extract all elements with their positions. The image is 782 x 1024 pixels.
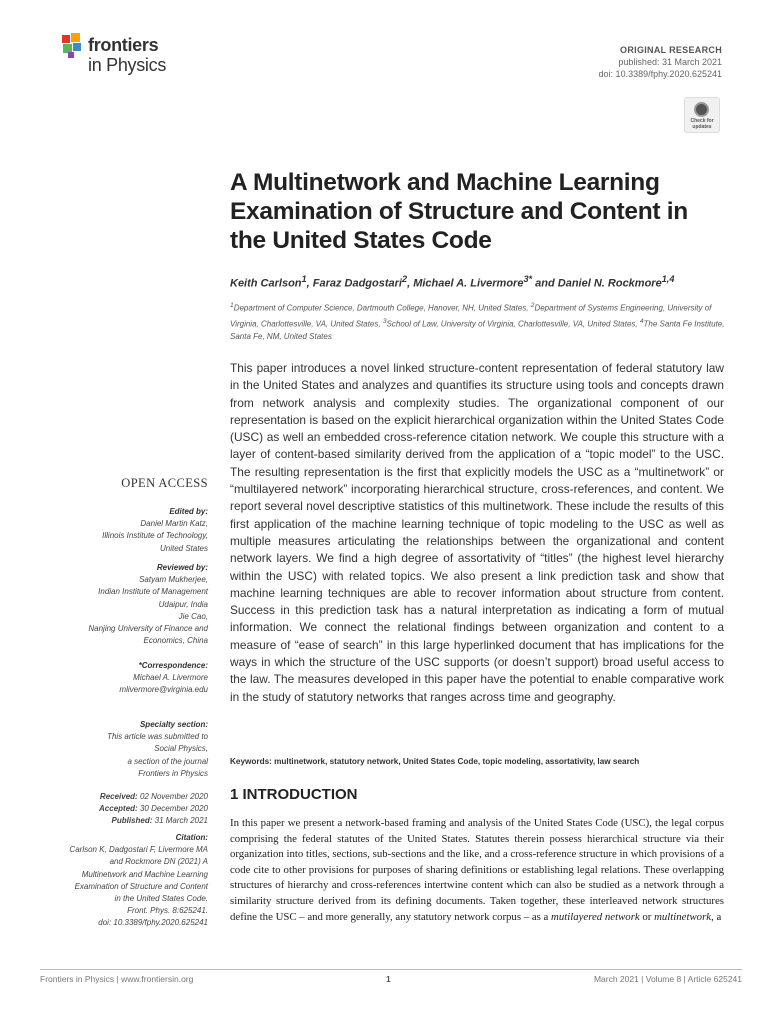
intro-text: In this paper we present a network-based framing and analysis of the United States Code (USC), the legal corpus comprising the federal statutes of the United States. Statutes therein possess hierarchical structure via their organization into titles, sections, sub-sections and the like, and a cross-reference structure in which provisions of a code cite to other provisions for purposes of sharing definitions or establishing legal relations. These overlapping structures of hierarchy and cross-references intertwine content which can also be studied as a network through a similarity structure derived from its defining documents. Taken together, these interleaved network structures define the USC – and more generally, any statutory network corpus – as a — [230, 817, 724, 923]
citation-line: Carlson K, Dadgostari F, Livermore MA — [69, 845, 208, 855]
editor-affiliation: Illinois Institute of Technology, — [102, 531, 208, 541]
check-for-updates-badge[interactable] — [684, 97, 720, 133]
badge-label: Check for updates — [690, 118, 714, 130]
footer-volume: March 2021 | Volume 8 | Article 625241 — [593, 974, 742, 984]
abstract: This paper introduces a novel linked structure-content representation of federal statutory law in the United States and analyzes and quantifies its structure using tools and concepts drawn from network analysis and complexity studies. The organizational component of our representation is based on the explicit hierarchical organization within the United States Code (USC) as well an embedded cross-reference citation network. We couple this structure with a layer of content-based similarity derived from the application of a “topic model” to the USC. The resulting representation is the first that explicitly models the USC as a “multinetwork” or “multilayered network” incorporating hierarchical structure, cross-references, and content. We report several novel descriptive statistics of this multinetwork. These include the results of this first application of the machine learning technique of topic modeling to the USC as well as multiple measures articulating the relationships between the organizational and content network layers. We find a high degree of assortativity of “titles” (the highest level hierarchy within the USC) with related topics. We also present a link prediction task and show that machine learning techniques are able to recover information about structure from content. Success in this prediction task has a natural interpretation as indicating a form of mutual information. We connect the relational findings between organization and content to a measure of “ease of search” in this large hyperlinked document that has implications for the ways in which the structure of the USC supports (or doesn’t support) broad useful access to the law. The measures developed in this paper have the potential to enable comparative work in the study of statutory networks that ranges across time and geography. — [230, 361, 724, 704]
edited-by-block — [48, 506, 208, 555]
affil-sup: 4 — [639, 317, 644, 325]
citation-line: Examination of Structure and Content — [74, 881, 208, 891]
intro-text: or — [639, 910, 655, 923]
citation-block — [48, 832, 208, 930]
doi: doi: 10.3389/fphy.2020.625241 — [598, 69, 722, 79]
keywords: Keywords: multinetwork, statutory network, United States Code, topic modeling, assortativity, law search — [230, 757, 640, 766]
author-sup: 1,4 — [661, 274, 675, 284]
citation-line: Multinetwork and Machine Learning — [81, 869, 208, 879]
reviewer-line: Satyam Mukherjee, — [139, 575, 208, 585]
frontiers-logo-icon — [60, 33, 86, 59]
citation-line: and Rockmore DN (2021) A — [109, 857, 208, 867]
author-sup: 1 — [301, 274, 307, 284]
affil-sup: 3 — [382, 317, 387, 325]
reviewed-by-label: Reviewed by: — [156, 563, 208, 572]
reviewer-line: Economics, China — [143, 636, 208, 646]
specialty-line: a section of the journal — [127, 756, 208, 766]
intro-emphasis: mutilayered network — [551, 910, 640, 923]
specialty-line: This article was submitted to — [107, 732, 208, 742]
reviewer-line: Indian Institute of Management — [98, 587, 208, 597]
author-name[interactable]: Faraz Dadgostari — [312, 277, 402, 290]
author-name[interactable]: Keith Carlson — [230, 277, 302, 290]
correspondence-label: *Correspondence: — [138, 661, 208, 670]
logo-text-journal: in Physics — [88, 55, 167, 75]
affil-sup: 2 — [530, 302, 535, 309]
editor-country: United States — [159, 543, 208, 553]
published-date: published: 31 March 2021 — [618, 57, 722, 67]
author-name[interactable]: Daniel N. Rockmore — [557, 277, 662, 290]
footer-divider — [40, 969, 742, 970]
specialty-line: Frontiers in Physics — [138, 768, 208, 778]
introduction-paragraph — [230, 816, 724, 925]
reviewed-by-block — [48, 562, 208, 647]
affiliations — [230, 299, 726, 343]
affiliation: School of Law, University of Virginia, Charlottesville, VA, United States, — [386, 319, 640, 329]
article-type: ORIGINAL RESEARCH — [620, 45, 722, 55]
affiliation: The Santa Fe Institute, Santa Fe, NM, United States — [230, 319, 725, 342]
logo-text-frontiers: frontiers — [88, 35, 159, 55]
correspondent-email[interactable]: mlivermore@virginia.edu — [119, 685, 208, 695]
footer-journal[interactable]: Frontiers in Physics | www.frontiersin.org — [40, 974, 194, 984]
specialty-label: Specialty section: — [139, 720, 208, 729]
reviewer-line: Udaipur, India — [158, 599, 208, 609]
correspondent-name: Michael A. Livermore — [133, 673, 208, 683]
citation-doi[interactable]: doi: 10.3389/fphy.2020.625241 — [98, 918, 208, 928]
article-title: A Multinetwork and Machine Learning Examination of Structure and Content in the United States Code — [230, 169, 688, 254]
update-icon — [694, 102, 709, 117]
reviewer-line: Jie Cao, — [178, 611, 208, 621]
author-sup: 3* — [523, 274, 533, 284]
editor-name: Daniel Martin Katz, — [140, 519, 208, 529]
affil-sup: 1 — [230, 302, 234, 309]
intro-emphasis: multinetwork — [654, 910, 712, 923]
accepted-label: Accepted: — [99, 804, 138, 814]
citation-line: in the United States Code. — [114, 894, 208, 904]
citation-line: Front. Phys. 8:625241. — [127, 906, 208, 916]
published-label: Published: — [111, 816, 153, 826]
affiliation: Department of Systems Engineering, University of Virginia, Charlottesville, VA, United States, — [230, 303, 712, 329]
open-access-label: OPEN ACCESS — [121, 476, 208, 490]
received-label: Received: — [99, 792, 138, 801]
received-date: 02 November 2020 — [139, 792, 208, 801]
page-number: 1 — [386, 974, 391, 984]
reviewer-line: Nanjing University of Finance and — [88, 624, 208, 634]
author-list: Keith Carlson$^1$, Faraz Dadgostari$^2$, Michael A. Livermore$^{3*}$ and Daniel N. Rockmore$^{1,4}$ — [230, 274, 675, 290]
journal-logo — [60, 33, 200, 79]
author-sup: 2 — [401, 274, 408, 284]
citation-label: Citation: — [175, 833, 208, 842]
article-meta — [599, 44, 722, 80]
specialty-line: Social Physics, — [154, 744, 208, 754]
affiliation: Department of Computer Science, Dartmouth College, Hanover, NH, United States, — [233, 303, 531, 313]
specialty-section-block — [48, 719, 208, 780]
edited-by-label: Edited by: — [169, 507, 208, 516]
dates-block — [48, 791, 208, 828]
correspondence-block — [48, 660, 208, 697]
section-heading-introduction: 1 INTRODUCTION — [230, 786, 358, 803]
accepted-date: 30 December 2020 — [139, 804, 208, 814]
author-name[interactable]: Michael A. Livermore — [413, 277, 524, 290]
published-date-side: 31 March 2021 — [154, 816, 208, 826]
intro-text: , a — [711, 910, 722, 923]
